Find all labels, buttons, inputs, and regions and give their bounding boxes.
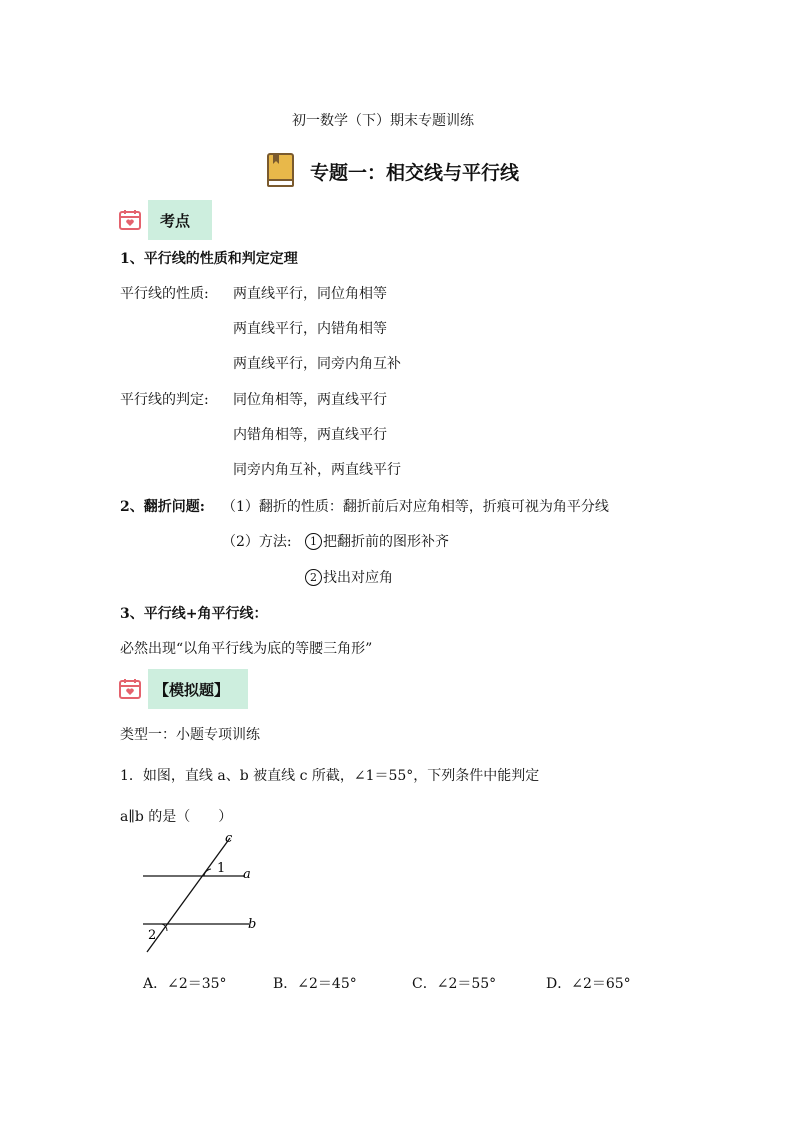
property-item: 两直线平行，内错角相等 [233,321,387,337]
section-moni [118,669,318,709]
question1-line1: 1．如图，直线 a、b 被直线 c 所截，∠1＝55°，下列条件中能判定 [120,768,540,784]
judge-label: 平行线的判定: [120,392,209,408]
section-label-moni: 【模拟题】 [154,681,230,699]
section-label-kaodian: 考点 [160,212,191,230]
label-c: c [225,831,233,846]
question1-line2: a∥b 的是（ ） [120,809,233,825]
point3-heading: 3、平行线+角平行线： [120,606,268,622]
method2-text: 找出对应角 [323,570,393,586]
method1 [305,531,449,551]
point1-heading: 1、平行线的性质和判定定理 [120,251,298,267]
label-a: a [243,867,251,882]
topic-title: 专题一：相交线与平行线 [310,162,520,184]
angle-1-arc [204,869,211,876]
section-kaodian [118,200,318,240]
circled-number: 1 [305,533,322,550]
type-line: 类型一：小题专项训练 [120,727,260,743]
document-title: 初一数学（下）期末专题训练 [292,113,474,129]
judge-item: 内错角相等，两直线平行 [233,427,387,443]
point2-line1: （1）翻折的性质：翻折前后对应角相等，折痕可视为角平分线 [222,499,609,515]
calendar-heart-icon [118,677,142,701]
parallel-lines-figure [133,830,283,960]
label-2: 2 [148,928,157,943]
choice-d[interactable]: D．∠2＝65° [546,976,631,992]
method1-text: 把翻折前的图形补齐 [323,534,449,550]
choice-c[interactable]: C．∠2＝55° [412,976,497,992]
calendar-heart-icon [118,208,142,232]
point3-text: 必然出现“以角平行线为底的等腰三角形” [120,641,373,657]
label-1: 1 [217,861,226,876]
property-label: 平行线的性质: [120,286,209,302]
method2 [305,567,393,587]
judge-item: 同位角相等，两直线平行 [233,392,387,408]
point2-line2-prefix: （2）方法: [222,534,292,550]
point2-heading: 2、翻折问题: [120,499,205,515]
property-item: 两直线平行，同位角相等 [233,286,387,302]
choice-a[interactable]: A．∠2＝35° [143,976,227,992]
judge-item: 同旁内角互补，两直线平行 [233,462,401,478]
circled-number: 2 [305,569,322,586]
line-c [147,838,230,952]
choice-b[interactable]: B．∠2＝45° [273,976,357,992]
property-item: 两直线平行，同旁内角互补 [233,356,401,372]
book-icon [266,152,296,188]
label-b: b [248,917,257,932]
